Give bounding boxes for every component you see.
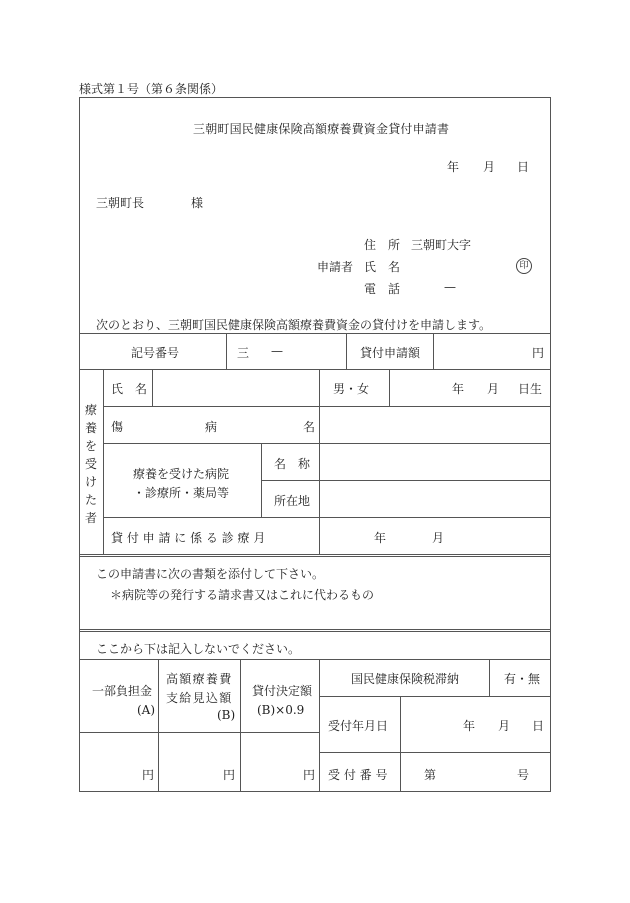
name-label: 氏 名 [364, 260, 401, 274]
treatment-year[interactable]: 年 [374, 531, 387, 545]
tax-delinquency-select[interactable]: 有・無 [504, 672, 541, 686]
partial-burden-yen: 円 [142, 768, 155, 782]
symbol-number-prefix[interactable]: 三 [237, 346, 250, 360]
addressee-name: 三朝町長 [96, 196, 145, 210]
received-year[interactable]: 年 [463, 719, 476, 733]
phone-label: 電 話 [364, 282, 401, 296]
receipt-number-suffix: 号 [517, 768, 530, 782]
benefit-estimate-mark: (B) [217, 708, 236, 722]
treatment-month[interactable]: 月 [432, 531, 445, 545]
symbol-number-dash: — [271, 344, 283, 358]
received-date-label: 受付年月日 [328, 719, 389, 733]
hospital-label-line2: ・診療所・薬局等 [133, 486, 230, 500]
loan-amount-label: 貸付申請額 [360, 346, 421, 360]
statement-text: 次のとおり、三朝町国民健康保険高額療養費資金の貸付けを申請します。 [96, 318, 492, 332]
loan-decision-yen: 円 [303, 768, 316, 782]
disease-label-2: 病 [205, 420, 218, 434]
receipt-number-label: 受 付 番 号 [328, 768, 388, 782]
address-label: 住 所 [364, 238, 401, 252]
loan-decision-label: 貸付決定額 [252, 684, 313, 698]
form-title: 三朝町国民健康保険高額療養費資金貸付申請書 [193, 122, 450, 136]
birth-year[interactable]: 年 [452, 382, 465, 396]
received-month[interactable]: 月 [498, 719, 511, 733]
benefit-estimate-label-1: 高額療養費 [166, 672, 233, 686]
hospital-label-line1: 療養を受けた病院 [133, 467, 230, 481]
form-number: 様式第１号（第６条関係） [79, 82, 224, 96]
office-use-note: ここから下は記入しないでください。 [96, 642, 301, 656]
date-day[interactable]: 日 [517, 160, 530, 174]
date-year[interactable]: 年 [447, 160, 460, 174]
gender-select[interactable]: 男・女 [333, 382, 370, 396]
disease-label-1: 傷 [111, 420, 124, 434]
received-day[interactable]: 日 [532, 719, 545, 733]
hospital-name-label: 名 称 [274, 457, 311, 471]
treatment-month-label: 貸 付 申 請 に 係 る 診 療 月 [111, 531, 266, 545]
date-month[interactable]: 月 [483, 160, 496, 174]
applicant-label: 申請者 [317, 260, 354, 274]
seal-mark: 印 [516, 258, 532, 274]
receipt-number-prefix[interactable]: 第 [424, 768, 437, 782]
attachment-item: ＊病院等の発行する請求書又はこれに代わるもの [110, 588, 375, 602]
recipient-name-label: 氏 名 [111, 382, 148, 396]
partial-burden-mark: (A) [137, 703, 156, 717]
hospital-location-label: 所在地 [274, 494, 311, 508]
symbol-number-label: 記号番号 [131, 346, 180, 360]
birth-month[interactable]: 月 [487, 382, 500, 396]
tax-delinquency-label: 国民健康保険税滞納 [351, 672, 460, 686]
loan-amount-unit: 円 [532, 346, 545, 360]
benefit-estimate-label-2: 支給見込額 [166, 691, 233, 705]
attachment-instruction: この申請書に次の書類を添付して下さい。 [96, 567, 325, 581]
address-field[interactable]: 三朝町大字 [411, 238, 472, 252]
partial-burden-label: 一部負担金 [92, 684, 153, 698]
addressee-honorific: 様 [191, 196, 204, 210]
benefit-estimate-yen: 円 [223, 768, 236, 782]
birth-day-suffix[interactable]: 日生 [518, 382, 543, 396]
phone-field[interactable]: — [444, 280, 456, 294]
disease-label-3: 名 [303, 420, 316, 434]
loan-decision-formula: (B)×0.9 [257, 703, 305, 717]
